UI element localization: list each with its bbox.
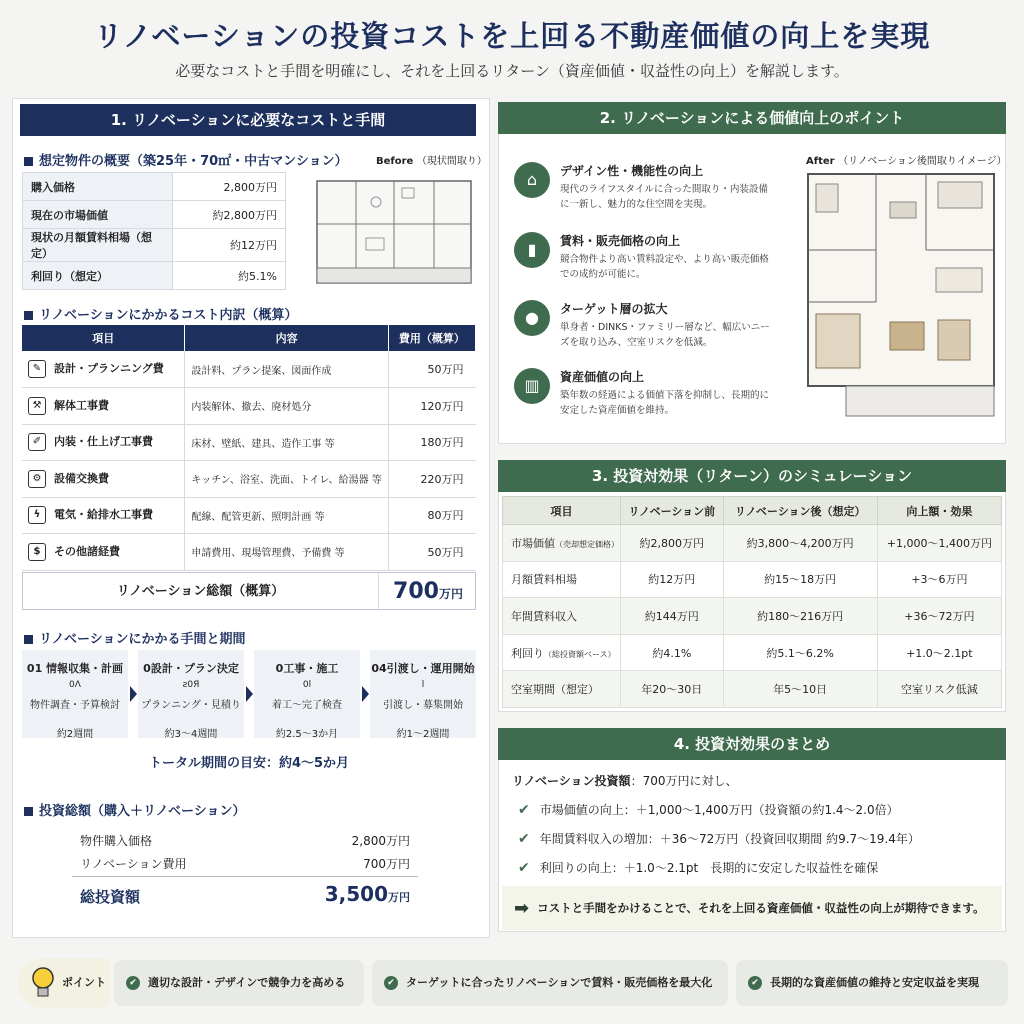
- page-subtitle: 必要なコストと手間を明確にし、それを上回るリターン（資産価値・収益性の向上）を解説します。: [175, 62, 849, 80]
- section4-heading: 4. 投資対効果のまとめ: [498, 728, 1006, 760]
- design-icon: ✎: [28, 360, 46, 378]
- table-row: 現状の月額賃料相場（想定） 約12万円: [23, 229, 286, 262]
- table-row: ✎ 設計・プランニング費 設計料、プラン提案、図面作成 50万円: [22, 351, 476, 388]
- house-icon: ⌂: [514, 162, 550, 198]
- after-floorplan-image: [806, 172, 996, 418]
- table-row: ⚒ 解体工事費 内装解体、撤去、廃材処分 120万円: [22, 388, 476, 425]
- people-icon: ●: [514, 300, 550, 336]
- check-icon: ✔: [518, 802, 530, 818]
- table-row: 市場価値（売却想定価格） 約2,800万円 約3,800〜4,200万円 +1,000〜1,400万円: [503, 525, 1002, 562]
- divider: [72, 876, 418, 877]
- total-period: トータル期間の目安：約4〜5か月: [148, 756, 350, 771]
- table-row: 購入価格 2,800万円: [23, 173, 286, 201]
- cost-total-row: [22, 572, 476, 610]
- step-arrow-icon: [130, 686, 137, 702]
- section3-heading: 3. 投資対効果（リターン）のシミュレーション: [498, 460, 1006, 492]
- before-floorplan-image: [316, 180, 472, 284]
- table-row: 年間賃料収入 約144万円 約180〜216万円 +36〜72万円: [503, 598, 1002, 635]
- table-row: 現在の市場価値 約2,800万円: [23, 201, 286, 229]
- table-row: $ その他諸経費 申請費用、現場管理費、予備費 等 50万円: [22, 534, 476, 571]
- building-icon: ▥: [514, 368, 550, 404]
- timeline-title: リノベーションにかかる手間と期間: [24, 628, 245, 647]
- arrow-right-icon: ➡: [514, 897, 530, 919]
- investment-title: 投資総額（購入＋リノベーション）: [24, 800, 245, 819]
- overview-table: [22, 172, 286, 290]
- step-arrow-icon: [246, 686, 253, 702]
- timeline-step: 0設計・プラン決定 ƨ0Я プランニング・見積り 約3〜4週間: [138, 650, 244, 738]
- investment-row: 物件購入価格 2,800万円: [80, 834, 410, 848]
- check-icon: ✔: [518, 860, 530, 876]
- misc-cost-icon: $: [28, 543, 46, 561]
- summary-check-item: ✔ 利回りの向上：＋1.0〜2.1pt 長期的に安定した収益性を確保: [518, 860, 879, 876]
- timeline-step: 0工事・施工 0l 着工〜完了検査 約2.5〜3か月: [254, 650, 360, 738]
- point-badge: ポイント: [18, 958, 110, 1008]
- interior-icon: ✐: [28, 433, 46, 451]
- section2-heading: 2. リノベーションによる価値向上のポイント: [498, 102, 1006, 134]
- section1-heading: 1. リノベーションに必要なコストと手間: [20, 104, 476, 136]
- cost-title: リノベーションにかかるコスト内訳（概算）: [24, 304, 297, 323]
- footer-point-pill: ✔ ターゲットに合ったリノベーションで賃料・販売価格を最大化: [372, 960, 728, 1006]
- overview-title: 想定物件の概要（築25年・70㎡・中古マンション）: [24, 150, 348, 169]
- cost-table: 項目 内容 費用（概算） ✎ 設計・プランニング費 設計料、プラン提案、図面作成 50万円 ⚒ 解体工事費 内装解体、撤去、廃材処分 120万円 ✐ 内装・仕上げ工事費 床材、壁紙、建具、造作工事 等 180万円 ⚙ 設備交換費 キッチン、浴室、洗面、トイレ、給湯器 等 220万円 ϟ 電気・給排水工事費 配線、配管更新、照明計画 等 80万円 $ その他諸経費 申請費用、現場管理費、予備費 等 50万円: [22, 325, 476, 571]
- check-icon: ✔: [384, 976, 398, 990]
- bar-chart-icon: ▮: [514, 232, 550, 268]
- table-row: ϟ 電気・給排水工事費 配線、配管更新、照明計画 等 80万円: [22, 497, 476, 534]
- cost-total-value: 700万円: [393, 579, 463, 604]
- table-row: 空室期間（想定） 年20〜30日 年5〜10日 空室リスク低減: [503, 671, 1002, 708]
- electric-icon: ϟ: [28, 506, 46, 524]
- footer-point-pill: ✔ 長期的な資産価値の維持と安定収益を実現: [736, 960, 1008, 1006]
- table-row: ✐ 内装・仕上げ工事費 床材、壁紙、建具、造作工事 等 180万円: [22, 424, 476, 461]
- check-icon: ✔: [748, 976, 762, 990]
- table-row: 利回り（総投資額ベース） 約4.1% 約5.1〜6.2% +1.0〜2.1pt: [503, 634, 1002, 671]
- before-label: Before （現状間取り）: [376, 156, 487, 167]
- conclusion-box: ➡ コストと手間をかけることで、それを上回る資産価値・収益性の向上が期待できます。: [502, 886, 1002, 930]
- lightbulb-icon: [30, 966, 56, 1000]
- footer-point-pill: ✔ 適切な設計・デザインで競争力を高める: [114, 960, 364, 1006]
- page-title: リノベーションの投資コストを上回る不動産価値の向上を実現: [93, 19, 931, 53]
- simulation-table: 項目 リノベーション前 リノベーション後（想定） 向上額・効果 市場価値（売却想定価格） 約2,800万円 約3,800〜4,200万円 +1,000〜1,400万円 月額賃料相場 約12万円 約15〜18万円 +3〜6万円 年間賃料収入 約144万円 約180〜216万円 +36〜72万円 利回り（総投資額ベース） 約4.1% 約5.1〜6.2% +1.0〜2.1pt 空室期間（想定） 年20〜30日 年5〜10日 空室リスク低減: [502, 496, 1002, 708]
- timeline-step: 04引渡し・運用開始 l 引渡し・募集開始 約1〜2週間: [370, 650, 476, 738]
- table-row: 利回り（想定） 約5.1%: [23, 262, 286, 290]
- investment-row: リノベーション費用 700万円: [80, 857, 410, 871]
- table-row: 月額賃料相場 約12万円 約15〜18万円 +3〜6万円: [503, 561, 1002, 598]
- table-row: ⚙ 設備交換費 キッチン、浴室、洗面、トイレ、給湯器 等 220万円: [22, 461, 476, 498]
- summary-check-item: ✔ 市場価値の向上：＋1,000〜1,400万円（投資額の約1.4〜2.0倍）: [518, 802, 899, 818]
- step-arrow-icon: [362, 686, 369, 702]
- summary-check-item: ✔ 年間賃料収入の増加：＋36〜72万円（投資回収期間 約9.7〜19.4年）: [518, 831, 920, 847]
- after-label: After （リノベーション後間取りイメージ）: [806, 156, 1007, 167]
- summary-lead: リノベーション投資額：700万円に対し、: [512, 774, 738, 788]
- demolition-icon: ⚒: [28, 397, 46, 415]
- check-icon: ✔: [518, 831, 530, 847]
- investment-total: 総投資額 3,500万円: [80, 882, 410, 906]
- timeline-step: 01 情報収集・計画 0Λ 物件調査・予算検討 約2週間: [22, 650, 128, 738]
- equipment-icon: ⚙: [28, 470, 46, 488]
- check-icon: ✔: [126, 976, 140, 990]
- cost-total-label: リノベーション総額（概算）: [23, 573, 379, 609]
